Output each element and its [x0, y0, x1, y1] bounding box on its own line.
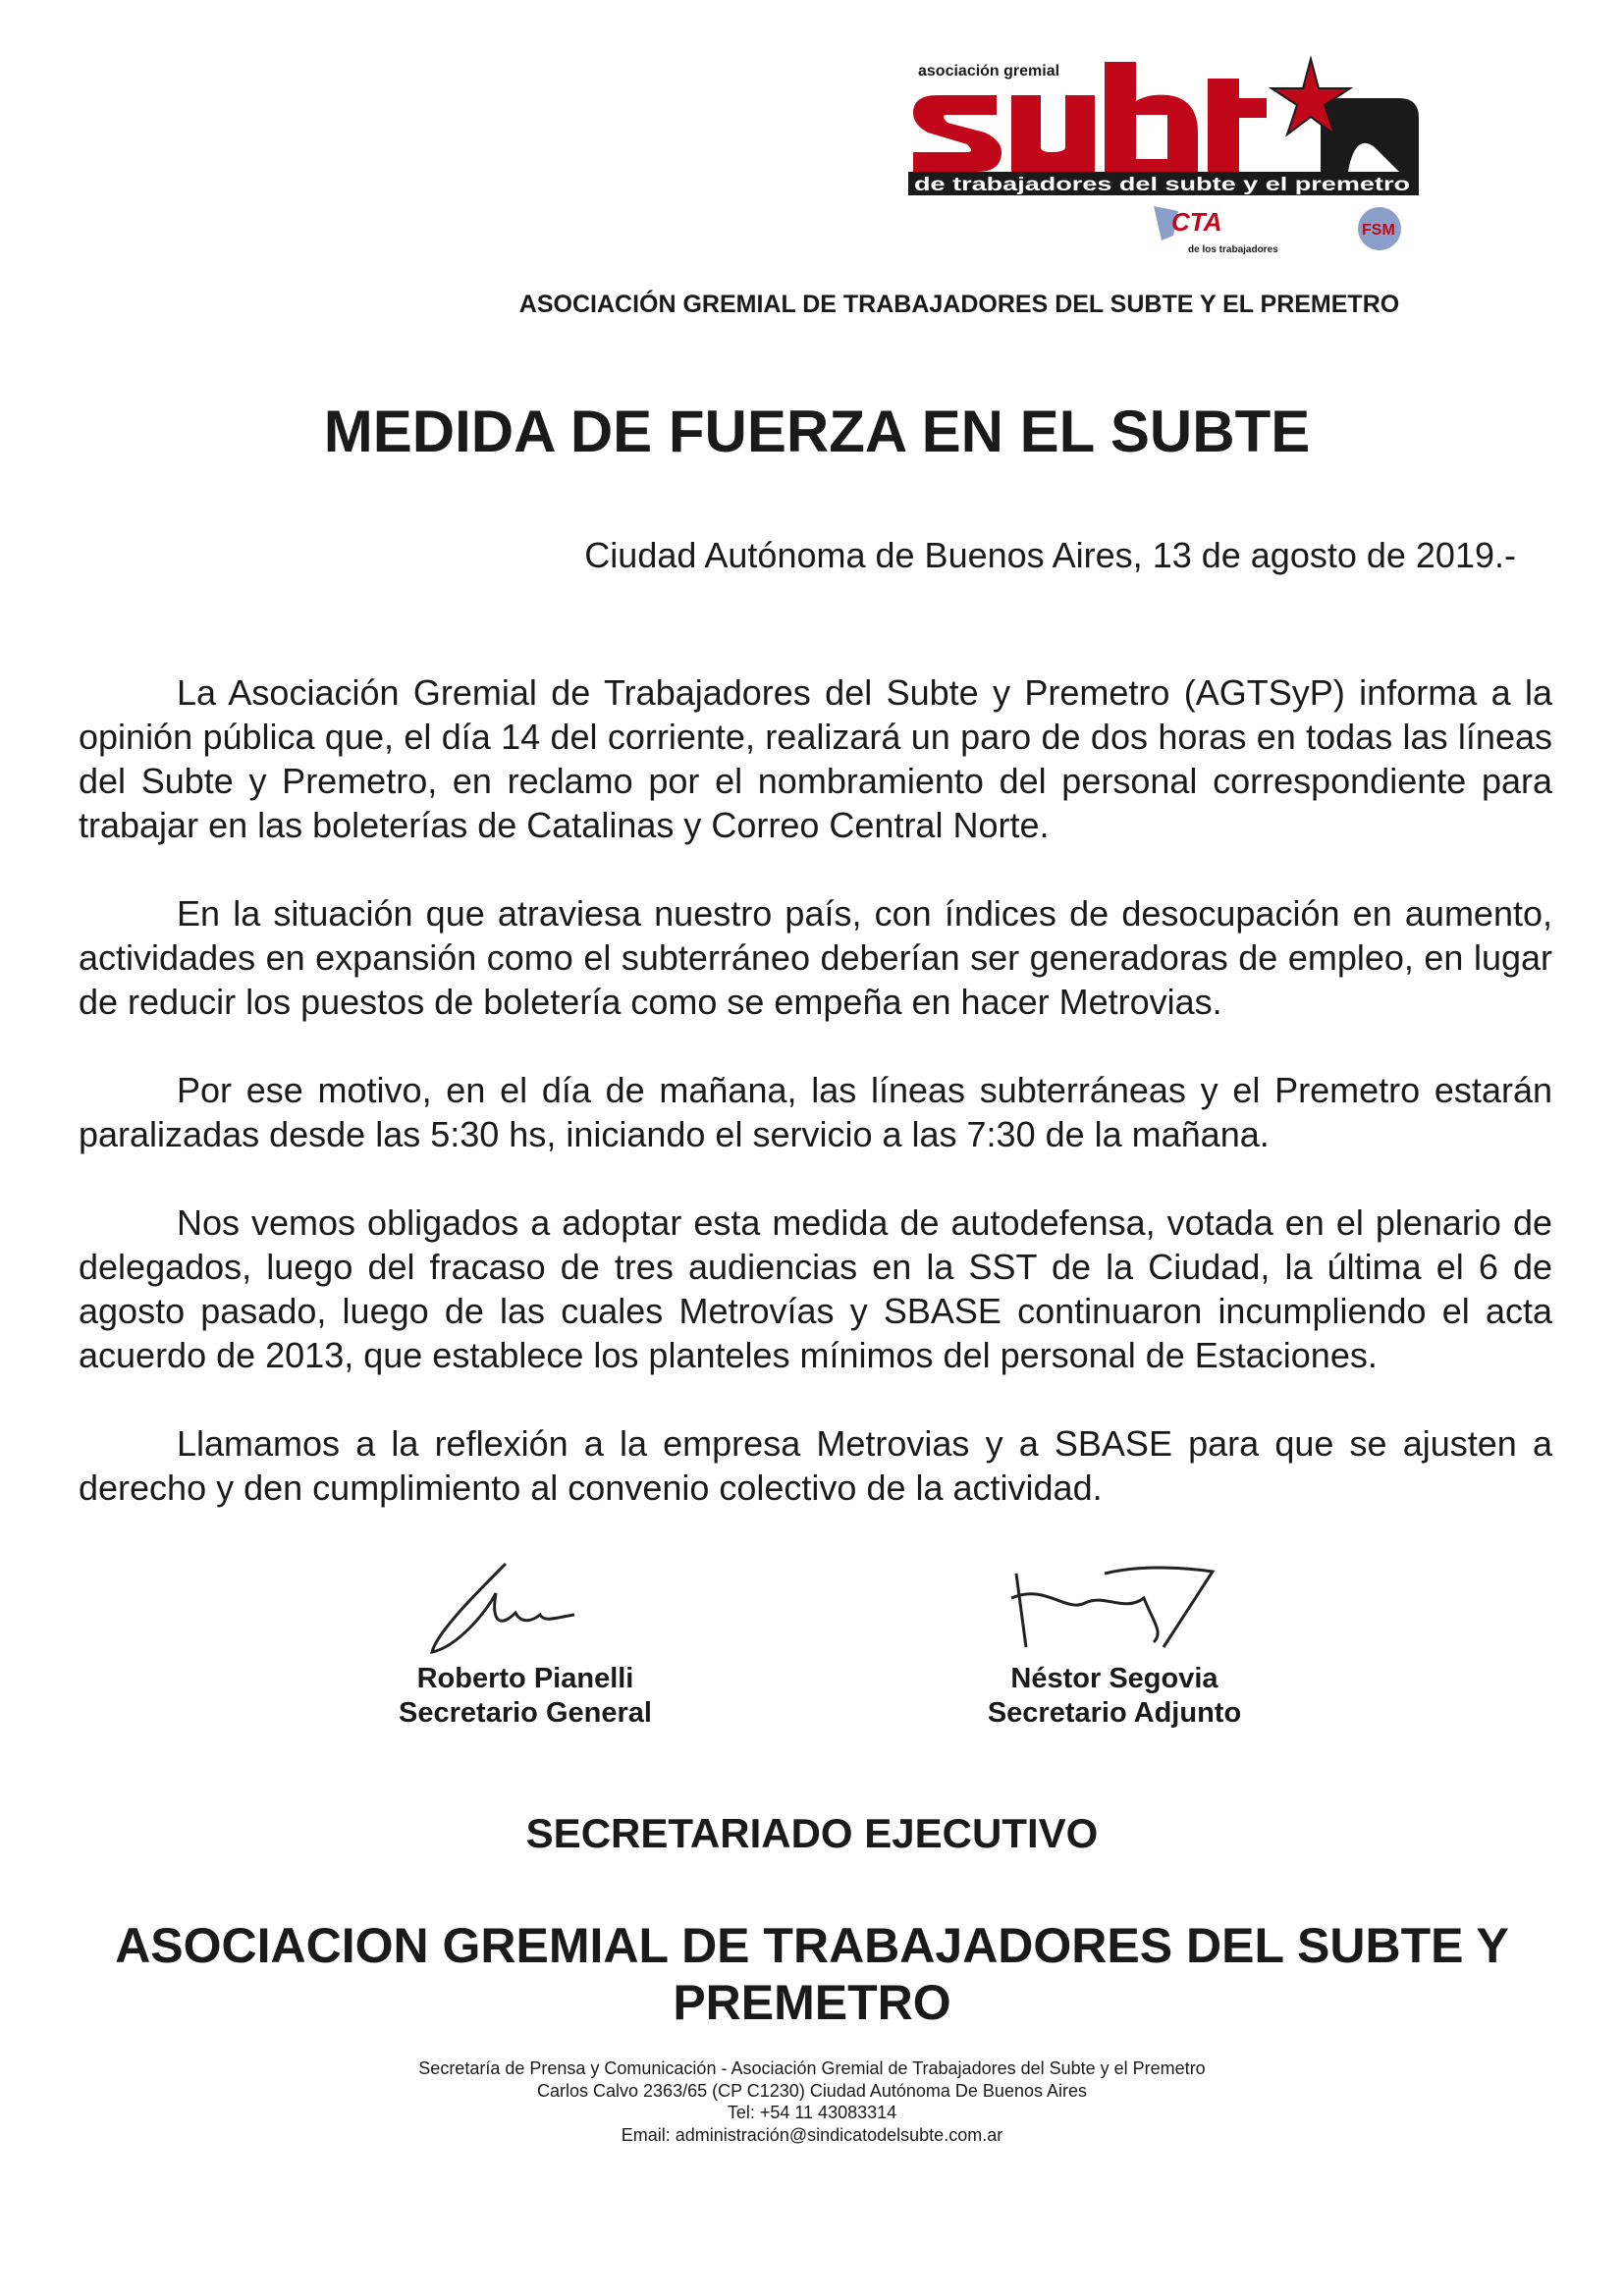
footer-email: Email: administración@sindicatodelsubte.com.ar	[621, 2124, 1003, 2145]
paragraph: Nos vemos obligados a adoptar esta medida de autodefensa, votada en el plenario de delegados, luego del fracaso de tres audiencias en la SST de la Ciudad, la última el 6 de agosto pasado, luego de las cuales Metrovías y SBASE continuaron incumpliendo el acta acuerdo de 2013, que establece los planteles mínimos del personal de Estaciones.	[79, 1202, 1552, 1375]
svg-text:de trabajadores del subte y el: de trabajadores del subte y el premetro	[914, 175, 1410, 195]
signature-block	[329, 1554, 722, 1731]
secretariado-heading: SECRETARIADO EJECUTIVO	[525, 1810, 1099, 1856]
page-title: MEDIDA DE FUERZA EN EL SUBTE	[323, 399, 1311, 464]
paragraph: Por ese motivo, en el día de mañana, las líneas subterráneas y el Premetro estarán paralizadas desde las 5:30 hs, iniciando el servicio a las 7:30 de la mañana.	[79, 1070, 1552, 1154]
organization-heading: ASOCIACION GREMIAL DE TRABAJADORES DEL SUBTE Y PREMETRO	[115, 1918, 1509, 2030]
paragraph: La Asociación Gremial de Trabajadores del Subte y Premetro (AGTSyP) informa a la opinión pública que, el día 14 del corriente, realizará un paro de dos horas en todas las líneas del Subte y Premetro, en reclamo por el nombramiento del personal correspondiente para trabajar en las boleterías de Catalinas y Correo Central Norte.	[79, 672, 1552, 845]
header-line: ASOCIACIÓN GREMIAL DE TRABAJADORES DEL SUBTE Y EL PREMETRO	[518, 291, 1400, 318]
paragraph: Llamamos a la reflexión a la empresa Metrovias y a SBASE para que se ajusten a derecho y den cumplimiento al convenio colectivo de la actividad.	[79, 1423, 1552, 1508]
signer-name: Néstor Segovia	[1010, 1663, 1218, 1694]
svg-text:CTA: CTA	[1171, 207, 1222, 237]
footer-line: Secretaría de Prensa y Comunicación - Asociación Gremial de Trabajadores del Subte y el Premetro	[418, 2058, 1206, 2078]
svg-text:FSM: FSM	[1362, 222, 1395, 239]
signer-name: Roberto Pianelli	[416, 1663, 634, 1694]
footer-line: Carlos Calvo 2363/65 (CP C1230) Ciudad Autónoma De Buenos Aires	[537, 2080, 1087, 2101]
document-body	[0, 670, 1624, 2165]
signatures-row	[0, 1554, 1624, 1731]
signature-image	[1006, 1554, 1222, 1662]
svg-text:de los trabajadores: de los trabajadores	[1188, 244, 1278, 255]
signature-block	[918, 1554, 1311, 1731]
footer	[0, 2057, 1624, 2165]
signer-role: Secretario General	[399, 1697, 652, 1729]
footer-line: Tel: +54 11 43083314	[727, 2103, 897, 2122]
union-logo	[908, 54, 1429, 260]
date-line: Ciudad Autónoma de Buenos Aires, 13 de agosto de 2019.-	[584, 535, 1516, 575]
paragraph: En la situación que atraviesa nuestro país, con índices de desocupación en aumento, actividades en expansión como el subterráneo deberían ser generadoras de empleo, en lugar de reducir los puestos de boletería como se empeña en hacer Metrovias.	[79, 893, 1552, 1022]
signature-image	[417, 1554, 633, 1662]
svg-text:asociación gremial: asociación gremial	[918, 63, 1060, 80]
signer-role: Secretario Adjunto	[987, 1697, 1242, 1729]
